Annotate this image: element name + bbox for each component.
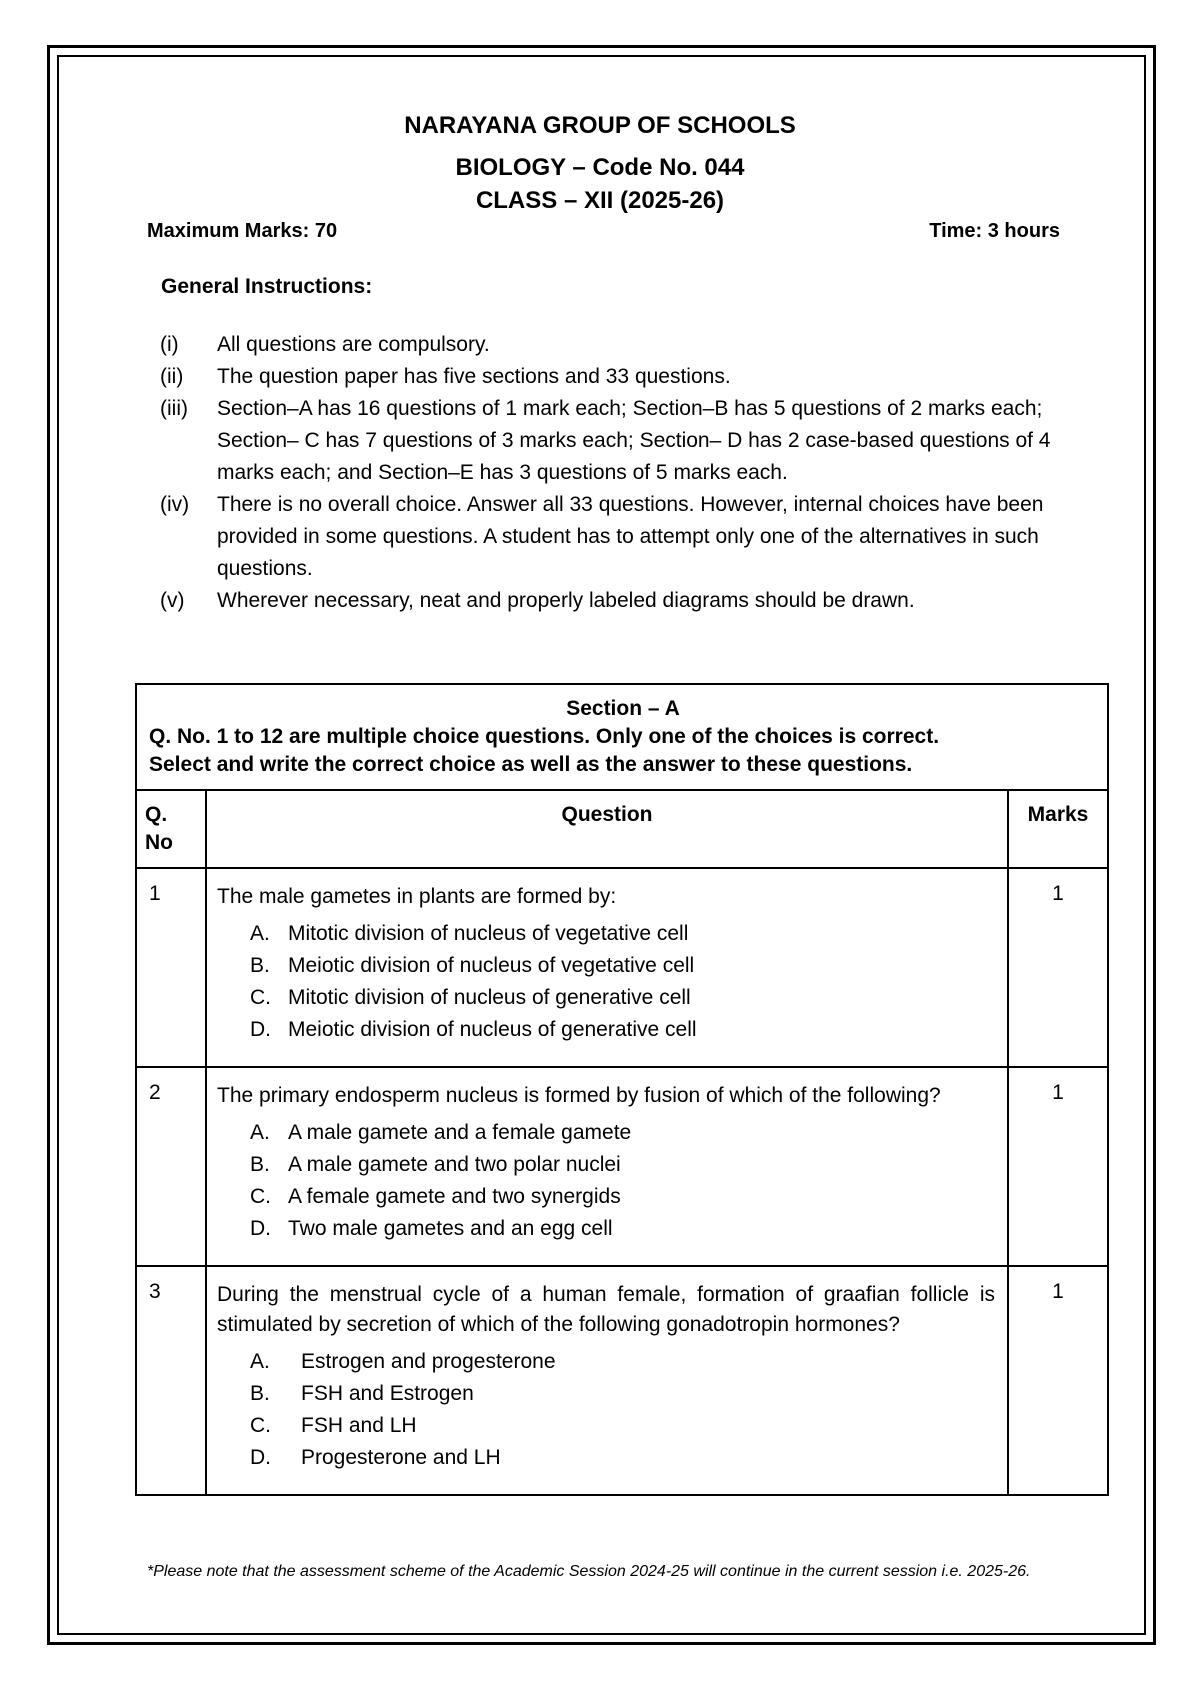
option-list [250, 1346, 995, 1474]
questions-table [135, 683, 1109, 1496]
question-marks: 1 [1008, 868, 1108, 1067]
option [250, 918, 995, 950]
question-body [206, 1266, 1008, 1495]
question-number: 2 [136, 1067, 206, 1266]
option-label: D. [250, 1446, 271, 1469]
option [250, 1410, 995, 1442]
question-row [136, 1266, 1108, 1495]
question-marks: 1 [1008, 1067, 1108, 1266]
option-label: D. [250, 1018, 271, 1041]
question-number: 3 [136, 1266, 206, 1495]
option-text: Progesterone and LH [301, 1446, 501, 1469]
option-label: B. [250, 954, 270, 977]
option-text: Mitotic division of nucleus of generative cell [288, 986, 691, 1009]
section-instruction-1: Q. No. 1 to 12 are multiple choice questions. Only one of the choices is correct. [149, 725, 940, 748]
instruction-number: (i) [160, 333, 179, 356]
option-list [250, 918, 995, 1046]
instruction-text: The question paper has five sections and 33 questions. [217, 365, 731, 388]
option-text: Meiotic division of nucleus of vegetative cell [288, 954, 695, 977]
question-body [206, 1067, 1008, 1266]
subject-title: BIOLOGY – Code No. 044 [455, 154, 745, 181]
option [250, 950, 995, 982]
col-marks: Marks [1008, 790, 1108, 868]
question-marks: 1 [1008, 1266, 1108, 1495]
option-text: Mitotic division of nucleus of vegetative cell [288, 922, 689, 945]
option-text: FSH and LH [301, 1414, 417, 1437]
option-list [250, 1117, 995, 1245]
option-text: Two male gametes and an egg cell [288, 1217, 613, 1240]
question-text: The male gametes in plants are formed by: [217, 885, 617, 908]
option-text: A male gamete and a female gamete [288, 1121, 632, 1144]
footer-note: *Please note that the assessment scheme of the Academic Session 2024-25 will continue in the current session i.e. 2025-26. [147, 1563, 1031, 1580]
instruction-item [160, 585, 1085, 617]
instructions-title: General Instructions: [161, 275, 373, 298]
instruction-text: All questions are compulsory. [217, 333, 490, 356]
option [250, 1213, 995, 1245]
option [250, 1378, 995, 1410]
question-body [206, 868, 1008, 1067]
instruction-item [160, 329, 1085, 361]
option-text: Meiotic division of nucleus of generative cell [288, 1018, 697, 1041]
option [250, 982, 995, 1014]
question-text: The primary endosperm nucleus is formed by fusion of which of the following? [217, 1084, 941, 1107]
instruction-text: Section–A has 16 questions of 1 mark each; Section–B has 5 questions of 2 marks each; Section– C has 7 questions of 3 marks each; Section– D has 2 case-based questions of 4 marks each; and Section–E has 3 questions of 5 marks each. [217, 397, 1051, 484]
instruction-number: (v) [160, 589, 185, 612]
col-qno: Q. No [136, 790, 206, 868]
instruction-item [160, 489, 1085, 585]
col-question: Question [206, 790, 1008, 868]
marks-time-line [147, 220, 1060, 243]
option-label: D. [250, 1217, 271, 1240]
instruction-text: There is no overall choice. Answer all 33 questions. However, internal choices have been provided in some questions. A student has to attempt only one of the alternatives in such questions. [217, 493, 1044, 580]
instruction-number: (iv) [160, 493, 190, 516]
option [250, 1181, 995, 1213]
school-name: NARAYANA GROUP OF SCHOOLS [404, 112, 796, 139]
instructions-list [160, 329, 1085, 617]
option [250, 1014, 995, 1046]
option-label: A. [250, 922, 270, 945]
option [250, 1442, 995, 1474]
option-label: C. [250, 1185, 271, 1208]
option-text: FSH and Estrogen [301, 1382, 474, 1405]
option-label: C. [250, 986, 271, 1009]
question-row [136, 1067, 1108, 1266]
option-text: A male gamete and two polar nuclei [288, 1153, 621, 1176]
option-label: B. [250, 1153, 270, 1176]
question-number: 1 [136, 868, 206, 1067]
instruction-item [160, 361, 1085, 393]
question-row [136, 868, 1108, 1067]
time-allowed: Time: 3 hours [929, 220, 1060, 242]
option [250, 1149, 995, 1181]
option-label: A. [250, 1121, 270, 1144]
instruction-item [160, 393, 1085, 489]
option-label: C. [250, 1414, 271, 1437]
instruction-text: Wherever necessary, neat and properly labeled diagrams should be drawn. [217, 589, 915, 612]
section-instruction-2: Select and write the correct choice as well as the answer to these questions. [149, 753, 913, 776]
instruction-number: (iii) [160, 397, 188, 420]
max-marks: Maximum Marks: 70 [147, 220, 338, 242]
class-title: CLASS – XII (2025-26) [475, 187, 725, 214]
option-text: A female gamete and two synergids [288, 1185, 621, 1208]
option-label: A. [250, 1350, 270, 1373]
section-header [136, 684, 1108, 790]
option [250, 1117, 995, 1149]
column-header-row [136, 790, 1108, 868]
section-header-row [136, 684, 1108, 790]
question-text: During the menstrual cycle of a human female, formation of graafian follicle is stimulated by secretion of which of the following gonadotropin hormones? [217, 1283, 995, 1336]
section-title: Section – A [566, 697, 680, 720]
option [250, 1346, 995, 1378]
option-text: Estrogen and progesterone [301, 1350, 556, 1373]
option-label: B. [250, 1382, 270, 1405]
instruction-number: (ii) [160, 365, 184, 388]
